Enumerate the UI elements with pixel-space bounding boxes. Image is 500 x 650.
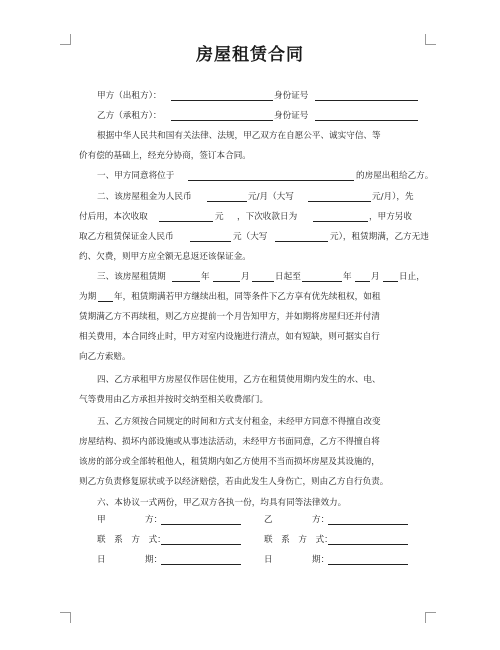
clause-text: 付后用，本次收取 — [79, 212, 148, 222]
party-b-id-label: 身份证号 — [274, 111, 309, 121]
sig-label: 日 — [97, 555, 106, 565]
sig-party-b — [264, 510, 424, 530]
sig-party-b-contact — [264, 530, 424, 550]
clause-text: 相关费用，本合同终止时，甲方对室内设施进行清点，如有短缺，则可据实自行 — [79, 332, 380, 342]
clause-text: 元/月），先 — [372, 192, 414, 202]
clause-2-line-2 — [0, 207, 500, 227]
clause-text: 五、乙方须按合同规定的时间和方式支付租金，未经甲方同意不得擅自改变 — [97, 417, 381, 427]
clause-4-line-1 — [0, 370, 500, 390]
sig-party-a-contact — [97, 530, 257, 550]
crop-mark-bottom-right — [425, 612, 436, 623]
clause-text: 年 — [343, 272, 352, 282]
clause-text: 向乙方索赔。 — [79, 352, 131, 362]
party-b-date-blank — [328, 564, 408, 565]
sig-label: 方： — [312, 515, 330, 525]
sig-label: 联 系 方 式： — [97, 535, 166, 545]
clause-5-line-1 — [0, 412, 500, 432]
preamble-text: 根据中华人民共和国有关法律、法规，甲乙双方在自愿公平、诚实守信、等 — [97, 131, 381, 141]
document-title: 房屋租赁合同 — [196, 45, 304, 65]
clause-text: 元/月（大写 — [248, 192, 294, 202]
party-b-signature-blank — [328, 524, 408, 525]
party-a-contact-blank — [161, 544, 241, 545]
clause-text: 月 — [241, 272, 250, 282]
deposit-amount-blank — [190, 241, 231, 242]
party-b-contact-blank — [328, 544, 408, 545]
clause-5-line-4 — [0, 472, 500, 492]
clause-text: 该房的部分或全部转租他人，租赁期内如乙方使用不当而损坏房屋及其设施的， — [79, 457, 380, 467]
rent-amount-blank — [207, 201, 247, 202]
clause-text: 为期 — [79, 292, 97, 302]
clause-text: 六、本协议一式两份，甲乙双方各执一份，均具有同等法律效力。 — [97, 498, 347, 508]
party-a-line — [0, 86, 500, 106]
sig-label: 方： — [145, 515, 163, 525]
clause-4-line-2 — [0, 390, 500, 410]
clause-text: 日止， — [399, 272, 425, 282]
start-year-blank — [172, 281, 200, 282]
clause-text: 房屋结构、损坏内部设施或从事违法活动，未经甲方书面同意，乙方不得擅自将 — [79, 437, 380, 447]
clause-3-line-3 — [0, 307, 500, 327]
sig-label: 甲 — [97, 515, 106, 525]
next-payment-date-blank — [313, 221, 368, 222]
sig-party-a-date — [97, 550, 257, 570]
clause-text: 一、甲方同意将位于 — [97, 171, 175, 181]
property-address-blank — [188, 180, 354, 181]
preamble-text: 价有偿的基础上，经充分协商，签订本合同。 — [79, 151, 251, 161]
sig-party-a — [97, 510, 257, 530]
clause-text: 取乙方租赁保证金人民币 — [79, 232, 174, 242]
clause-text: 则乙方负责修复原状或予以经济赔偿，若由此发生人身伤亡，则由乙方自行负责。 — [79, 477, 389, 487]
clause-text: 气等费用由乙方承担并按时交纳至相关收费部门。 — [79, 395, 269, 405]
preamble-line-2 — [0, 146, 500, 166]
clause-text: 元），租赁期满，乙方无违 — [330, 232, 429, 242]
clause-text: ，甲方另收 — [369, 212, 412, 222]
deposit-amount-words-blank — [275, 241, 328, 242]
clause-text: 元（大写 — [233, 232, 268, 242]
clause-text: 二、该房屋租金为人民币 — [97, 192, 192, 202]
party-a-id-blank — [315, 100, 418, 101]
party-a-label: 甲方（出租方）： — [97, 91, 162, 101]
clause-3-line-5 — [0, 347, 500, 367]
clause-text: 月 — [371, 272, 380, 282]
party-a-signature-blank — [161, 524, 241, 525]
end-day-blank — [383, 281, 398, 282]
clause-2-line-4 — [0, 247, 500, 267]
sig-label: 期： — [145, 555, 163, 565]
clause-3-line-4 — [0, 327, 500, 347]
term-years-blank — [98, 301, 113, 302]
party-a-date-blank — [161, 564, 241, 565]
clause-text: 年 — [201, 272, 210, 282]
clause-5-line-3 — [0, 452, 500, 472]
party-a-name-blank — [171, 100, 273, 101]
end-year-blank — [302, 281, 342, 282]
clause-text: 年，租赁期满若甲方继续出租，同等条件下乙方享有优先续租权，如租 — [114, 292, 381, 302]
clause-text: 赁期满乙方不再续租，则乙方应提前一个月告知甲方，并如期将房屋归还并付清 — [79, 312, 380, 322]
clause-text: ，下次收款日为 — [237, 212, 298, 222]
clause-text: 元 — [215, 212, 224, 222]
clause-2-line-3 — [0, 227, 500, 247]
party-b-id-blank — [315, 120, 418, 121]
clause-text: 的房屋出租给乙方。 — [356, 171, 434, 181]
party-b-name-blank — [171, 120, 273, 121]
clause-2-line-1 — [0, 187, 500, 207]
rent-amount-words-blank — [308, 201, 371, 202]
start-day-blank — [252, 281, 274, 282]
clause-text: 三、该房屋租赁期 — [97, 272, 166, 282]
clause-5-line-2 — [0, 432, 500, 452]
sig-label: 期： — [312, 555, 330, 565]
sig-label: 日 — [264, 555, 273, 565]
collected-amount-blank — [159, 221, 213, 222]
crop-mark-bottom-left — [60, 612, 71, 623]
party-a-id-label: 身份证号 — [274, 91, 309, 101]
clause-3-line-1 — [0, 267, 500, 287]
preamble-line-1 — [0, 126, 500, 146]
end-month-blank — [355, 281, 370, 282]
clause-3-line-2 — [0, 287, 500, 307]
clause-text: 日起至 — [275, 272, 301, 282]
clause-1 — [0, 166, 500, 186]
sig-label: 乙 — [264, 515, 273, 525]
sig-party-b-date — [264, 550, 424, 570]
sig-label: 联 系 方 式： — [264, 535, 333, 545]
clause-text: 约、欠费，则甲方应全额无息返还该保证金。 — [79, 252, 251, 262]
start-month-blank — [213, 281, 240, 282]
party-b-line — [0, 106, 500, 126]
clause-text: 四、乙方承租甲方房屋仅作居住使用，乙方在租赁使用期内发生的水、电、 — [97, 375, 381, 385]
party-b-label: 乙方（承租方）： — [97, 111, 162, 121]
